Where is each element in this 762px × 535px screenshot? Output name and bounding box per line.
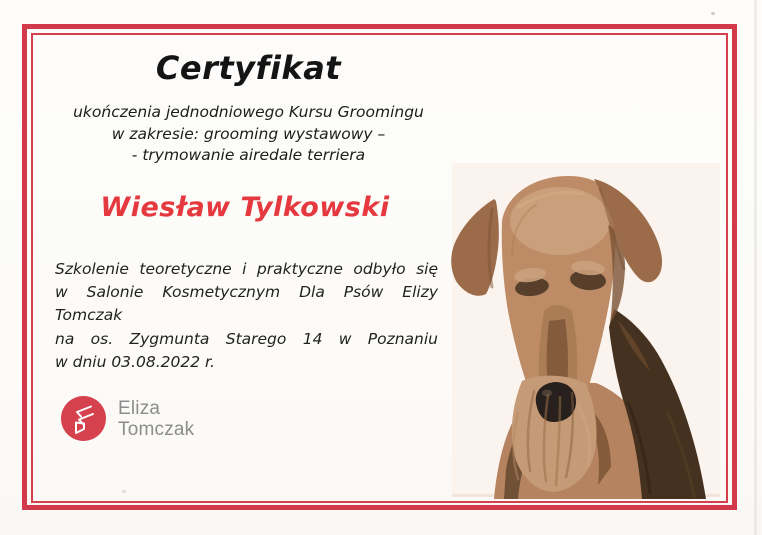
subtitle-line: w zakresie: grooming wystawowy – [111,124,386,143]
logo-mark-icon [61,396,106,441]
subtitle-line: - trymowanie airedale terriera [131,146,366,164]
scan-speck [122,490,126,493]
recipient-name: Wiesław Tylkowski [100,192,390,223]
certificate-body [55,258,438,374]
logo [61,396,194,441]
body-line: Szkolenie teoretyczne i praktyczne odbyło się [55,260,438,278]
certificate-title: Certyfikat [155,49,342,87]
subtitle-line: ukończenia jednodniowego Kursu Groomingu [73,103,424,121]
body-line: w dniu 03.08.2022 r. [55,352,215,371]
body-line: w Salonie Kosmetycznym Dla Psów Elizy Tomczak [55,283,438,325]
logo-text-line1: Eliza [118,397,161,419]
scan-edge [754,0,757,535]
certificate-subtitle [0,102,497,167]
body-line: na os. Zygmunta Starego 14 w Poznaniu [55,329,438,348]
logo-text [118,398,194,440]
dog-photo [448,163,724,499]
logo-text-line2: Tomczak [118,418,195,440]
scan-speck [711,12,715,15]
